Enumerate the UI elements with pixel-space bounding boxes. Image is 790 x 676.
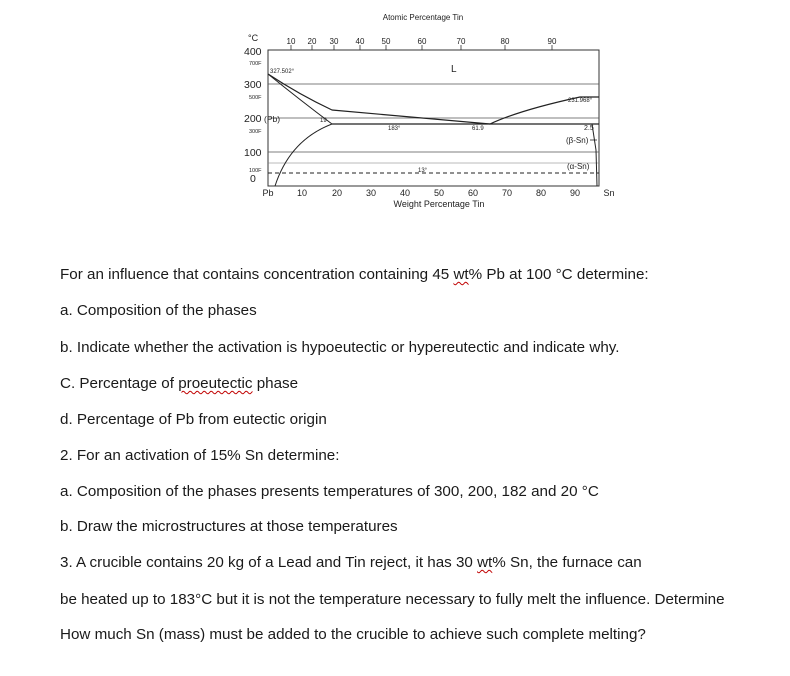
- x-tick-label: 70: [501, 188, 513, 198]
- y-tick-c: 0: [250, 173, 256, 185]
- y-tick-c: 400: [244, 46, 262, 58]
- y-tick-c: 300: [244, 79, 262, 91]
- pb-side-composition: 19: [320, 118, 327, 124]
- y-tick-f: 500F: [249, 95, 262, 101]
- question-2b: b. Draw the microstructures at those temperatures: [60, 518, 398, 535]
- solvus-sn: [592, 124, 597, 186]
- intro-line: For an influence that contains concentration containing 45 wt% Pb at 100 °C determine:: [60, 266, 649, 283]
- x-tick-label: 80: [535, 188, 547, 198]
- low-temp: 13°: [418, 168, 428, 174]
- pb-melting-temp: 327.502°: [270, 69, 295, 75]
- question-1b: b. Indicate whether the activation is hypoeutectic or hypereutectic and indicate why.: [60, 339, 620, 356]
- pb-phase-label: (Pb): [264, 114, 281, 124]
- question-1c: C. Percentage of proeutectic phase: [60, 375, 299, 392]
- question-3-final: How much Sn (mass) must be added to the crucible to achieve such complete melting?: [60, 626, 646, 643]
- x-tick-label: Pb: [262, 188, 274, 198]
- y-tick-f: 700F: [249, 61, 262, 67]
- alpha-sn-label: (α-Sn): [567, 162, 590, 171]
- phase-diagram: [0, 0, 790, 215]
- y-tick-f: 100F: [249, 168, 262, 174]
- top-tick-label: 70: [456, 37, 466, 46]
- question-2: 2. For an activation of 15% Sn determine:: [60, 447, 340, 464]
- y-tick-f: 300F: [249, 129, 262, 135]
- beta-sn-label: (β-Sn): [566, 136, 589, 145]
- x-tick-label: 10: [296, 188, 308, 198]
- top-tick-label: 40: [355, 37, 365, 46]
- top-tick-label: 60: [417, 37, 427, 46]
- eutectic-composition: 61.9: [472, 126, 484, 132]
- x-tick-label: 40: [399, 188, 411, 198]
- bottom-axis-title: Weight Percentage Tin: [393, 199, 485, 209]
- top-tick-label: 80: [500, 37, 510, 46]
- eutectic-temp: 183°: [388, 126, 401, 132]
- solvus-pb: [275, 124, 332, 186]
- top-tick-label: 50: [381, 37, 391, 46]
- question-3: 3. A crucible contains 20 kg of a Lead and Tin reject, it has 30 wt% Sn, the furnace can: [60, 554, 642, 571]
- x-tick-label: 90: [569, 188, 581, 198]
- liquidus-curve: [268, 74, 599, 124]
- liquid-label: L: [451, 64, 457, 75]
- x-tick-label: 20: [331, 188, 343, 198]
- sn-melting-temp: 231.968°: [568, 98, 593, 104]
- top-axis-title: Atomic Percentage Tin: [382, 13, 464, 22]
- top-tick-label: 10: [286, 37, 296, 46]
- x-tick-label: 50: [433, 188, 445, 198]
- top-tick-label: 20: [307, 37, 317, 46]
- x-tick-label: 30: [365, 188, 377, 198]
- x-tick-label: 60: [467, 188, 479, 198]
- top-tick-label: 90: [547, 37, 557, 46]
- question-1a: a. Composition of the phases: [60, 302, 257, 319]
- top-tick-label: 30: [329, 37, 339, 46]
- question-2a: a. Composition of the phases presents temperatures of 300, 200, 182 and 20 °C: [60, 483, 599, 500]
- sn-side-composition: 2.5: [584, 125, 594, 132]
- question-1d: d. Percentage of Pb from eutectic origin: [60, 411, 327, 428]
- question-3-continued: be heated up to 183°C but it is not the temperature necessary to fully melt the influence. Determine: [60, 591, 725, 608]
- y-tick-c: 100: [244, 147, 262, 159]
- y-tick-c: 200: [244, 113, 262, 125]
- x-tick-label: Sn: [603, 188, 615, 198]
- unit-celsius: °C: [248, 33, 259, 43]
